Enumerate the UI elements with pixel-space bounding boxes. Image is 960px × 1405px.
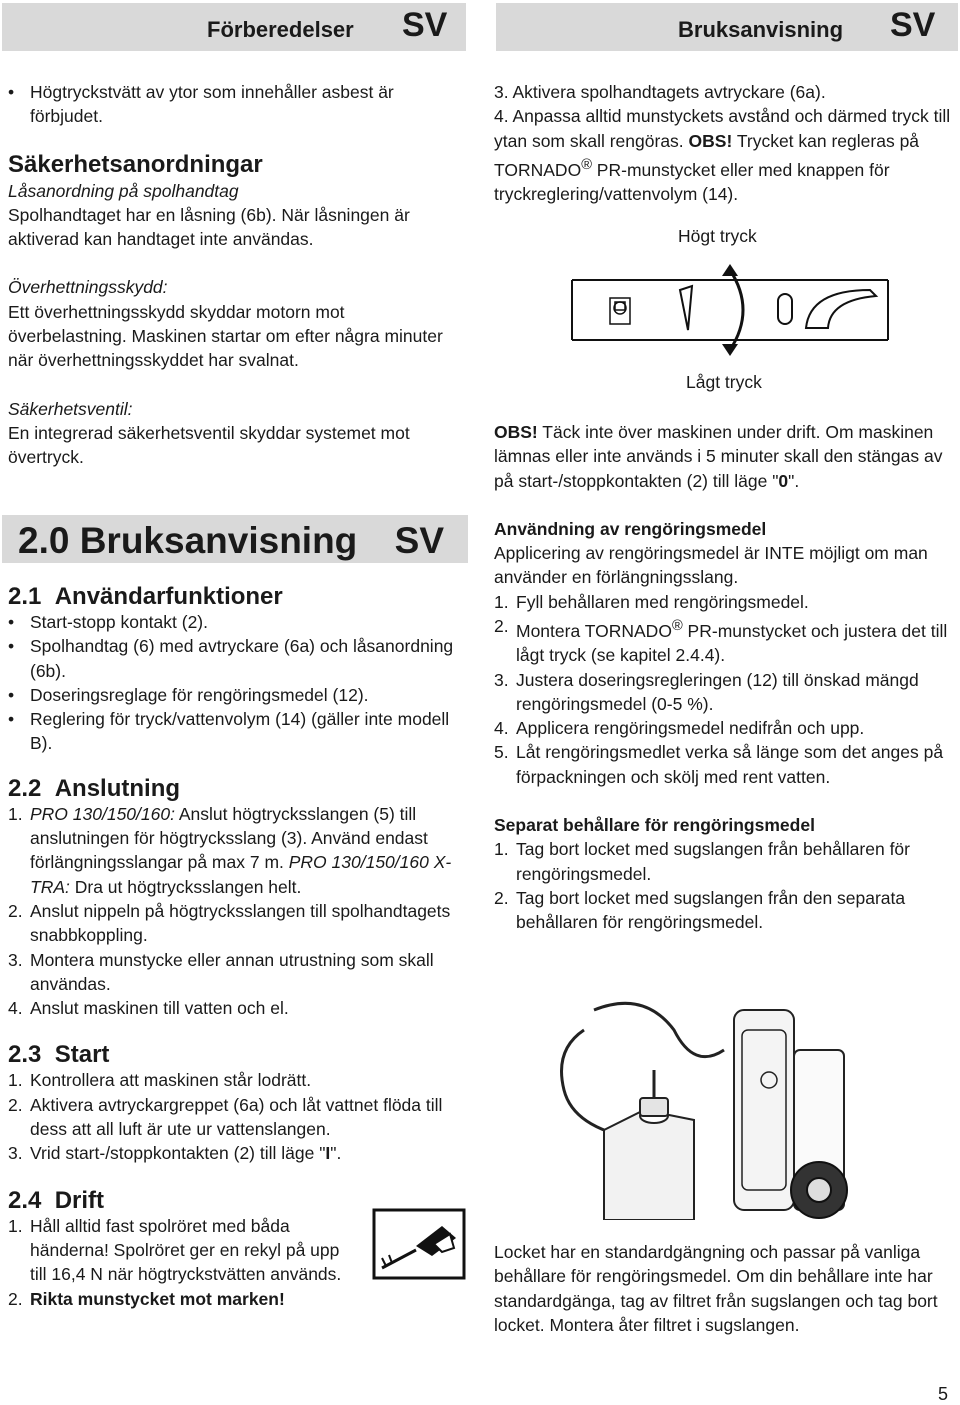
left-header-bar	[2, 3, 466, 51]
item-text-end: ".	[330, 1143, 342, 1164]
section-2-lang: SV	[394, 520, 444, 561]
item-number: 1.	[494, 591, 509, 612]
section-2-title: 2.0 Bruksanvisning	[18, 520, 358, 561]
list-item	[494, 837, 956, 886]
right-column-top	[494, 80, 956, 206]
item-number: 4.	[494, 718, 509, 739]
list-item: • Reglering för tryck/vattenvolym (14) (gäller inte modell B).	[8, 707, 468, 756]
obs-note-end: ".	[788, 470, 800, 491]
item-text: Anslut nippeln på högtrycksslangen till spolhandtagets snabbkoppling.	[30, 900, 451, 946]
list-item	[8, 1287, 348, 1311]
s21-heading	[8, 584, 468, 610]
item-text: Håll alltid fast spolröret med båda händerna! Spolröret ger en rekyl på upp till 16,4 N när högtryckstvätten används.	[30, 1215, 342, 1285]
right-header-title: Bruksanvisning	[678, 17, 844, 42]
list-item	[8, 1141, 468, 1165]
list-item	[8, 1068, 468, 1092]
safety-heading: Säkerhetsanordningar	[8, 150, 263, 178]
lock-subheading: Låsanordning på spolhandtag	[8, 180, 239, 201]
list-item	[494, 668, 956, 717]
item-text: Låt rengöringsmedlet verka så länge som det anges på förpackningen och skölj med rent vatten.	[516, 742, 944, 787]
page-number: 5	[938, 1384, 949, 1404]
step-4-text-c: PR-munstycket eller med knappen för tryckreglering/vattenvolym (14).	[494, 159, 890, 205]
step-4	[494, 104, 956, 206]
obs-note	[494, 420, 956, 493]
left-header-title: Förberedelser	[207, 17, 354, 42]
list-item	[494, 740, 956, 789]
obs-note-label: OBS!	[494, 422, 538, 442]
container-heading: Separat behållare för rengöringsmedel	[494, 814, 815, 835]
item-text: Dra ut högtrycksslangen helt.	[69, 876, 302, 897]
right-header-bar	[496, 3, 958, 51]
model-label: PRO 130/150/160 X-TRA:	[30, 852, 452, 897]
list-item	[8, 996, 468, 1020]
item-number: 2.	[8, 1094, 23, 1115]
item-number: 1.	[8, 1070, 23, 1091]
switch-position: I	[325, 1143, 331, 1164]
s22-title: Anslutning	[54, 774, 181, 802]
item-number: 2.	[494, 887, 509, 908]
low-pressure-label: Lågt tryck	[686, 372, 762, 392]
s21-title: Användarfunktioner	[54, 583, 283, 610]
list-item	[494, 716, 956, 740]
s22-number: 2.2	[8, 774, 42, 802]
list-item	[8, 1214, 348, 1287]
item-text: Anslut högtrycksslangen (5) till anslutningen för högtrycksslang (3). Använd endast förlängningsslangar på max 7 m.	[30, 803, 428, 873]
item-text: Rikta munstycket mot marken!	[30, 1288, 285, 1309]
high-pressure-label: Högt tryck	[678, 226, 757, 246]
overheat-text: Ett överhettningsskydd skyddar motorn mot överbelastning. Maskinen startar om efter några minuter när överhettningsskyddet har svalnat.	[8, 301, 443, 371]
s23-heading	[8, 1042, 468, 1068]
cap-text: Locket har en standardgängning och passar på vanliga behållare för rengöringsmedel. Om din behållare inte har standardgänga, tag av filtret från sugslangen och tag bort locket. Montera åter filtret i sugslangen.	[494, 1242, 938, 1335]
section-2-banner	[2, 515, 468, 563]
list-item	[8, 1093, 468, 1142]
item-text: Vrid start-/stoppkontakten (2) till läge "	[30, 1143, 326, 1164]
lock-text: Spolhandtaget har en låsning (6b). När låsningen är aktiverad kan handtaget inte användas.	[8, 204, 410, 250]
model-label: PRO 130/150/160:	[30, 803, 175, 824]
item-text-b: PR-munstycket och justera det till lågt tryck (se kapitel 2.4.4).	[516, 620, 948, 666]
right-column-bottom	[494, 1240, 956, 1337]
right-column-middle	[494, 420, 956, 934]
item-text: Kontrollera att maskinen står lodrätt.	[30, 1070, 312, 1091]
item-number: 1.	[8, 1215, 23, 1236]
item-text: Aktivera avtryckargreppet (6a) och låt vattnet flöda till dess att all luft är ute ur vattenslangen.	[30, 1094, 443, 1140]
s21-number: 2.1	[8, 583, 42, 610]
registered-mark: ®	[671, 618, 683, 635]
item-number: 3.	[8, 1143, 23, 1164]
detergent-heading: Användning av rengöringsmedel	[494, 518, 767, 539]
registered-mark: ®	[581, 156, 592, 173]
list-item	[8, 948, 468, 997]
item-number: 1.	[494, 839, 509, 860]
item-number: 3.	[8, 949, 23, 970]
item-number: 3.	[494, 669, 509, 690]
overheat-subheading: Överhettningsskydd:	[8, 277, 168, 298]
valve-subheading: Säkerhetsventil:	[8, 398, 133, 419]
s23-number: 2.3	[8, 1041, 42, 1069]
obs-label: OBS!	[688, 130, 733, 151]
list-item: • Doseringsreglage för rengöringsmedel (12).	[8, 683, 468, 707]
detergent-intro: Applicering av rengöringsmedel är INTE möjligt om man använder en förlängningsslang.	[494, 543, 928, 588]
left-column	[8, 80, 468, 470]
obs-note-text: Täck inte över maskinen under drift. Om maskinen lämnas eller inte används i 5 minuter skall den stängas av på start-/stoppkontakten (2) till läge "	[494, 422, 943, 491]
s23-title: Start	[54, 1041, 110, 1069]
item-text: Tag bort locket med sugslangen från behållaren för rengöringsmedel.	[516, 839, 910, 884]
list-item	[494, 590, 956, 614]
item-number: 2.	[494, 616, 509, 637]
machine-illustration	[494, 990, 850, 1220]
list-item	[494, 614, 956, 667]
list-item: • Spolhandtag (6) med avtryckare (6a) och låsanordning (6b).	[8, 634, 468, 683]
s24-number: 2.4	[8, 1186, 42, 1214]
item-number: 5.	[494, 742, 509, 763]
list-item	[8, 899, 468, 948]
item-text: Montera TORNADO	[516, 620, 672, 641]
spray-lance-icon	[372, 1208, 466, 1280]
item-number: 2.	[8, 1288, 23, 1309]
step-4-text-b: Trycket kan regleras på TORNADO	[494, 130, 920, 180]
list-item	[494, 886, 956, 935]
item-text: Applicera rengöringsmedel nedifrån och upp.	[516, 718, 865, 739]
list-item: • Start-stopp kontakt (2).	[8, 610, 468, 634]
switch-position: 0	[778, 470, 789, 491]
item-text: Anslut maskinen till vatten och el.	[30, 998, 289, 1019]
item-text: Justera doseringsregleringen (12) till önskad mängd rengöringsmedel (0-5 %).	[516, 669, 919, 714]
item-number: 2.	[8, 900, 23, 921]
item-text: Montera munstycke eller annan utrustning som skall användas.	[30, 949, 434, 994]
step-4-text: 4. Anpassa alltid munstyckets avstånd och därmed tryck till ytan som skall rengöras.	[494, 106, 951, 151]
s24-title: Drift	[54, 1186, 105, 1214]
left-column-lower	[8, 584, 468, 1311]
item-number: 1.	[8, 803, 23, 824]
left-header-lang: SV	[402, 6, 448, 44]
s22-heading	[8, 776, 468, 802]
item-text: Fyll behållaren med rengöringsmedel.	[516, 591, 809, 612]
item-text: Tag bort locket med sugslangen från den separata behållaren för rengöringsmedel.	[516, 887, 906, 933]
item-number: 4.	[8, 998, 23, 1019]
valve-text: En integrerad säkerhetsventil skyddar systemet mot övertryck.	[8, 422, 410, 468]
nozzle-diagram	[570, 250, 890, 370]
asbestos-note: • Högtryckstvätt av ytor som innehåller asbest är förbjudet.	[8, 80, 468, 129]
list-item	[8, 802, 468, 899]
step-3: 3. Aktivera spolhandtagets avtryckare (6a).	[494, 82, 826, 102]
right-header-lang: SV	[890, 6, 936, 44]
